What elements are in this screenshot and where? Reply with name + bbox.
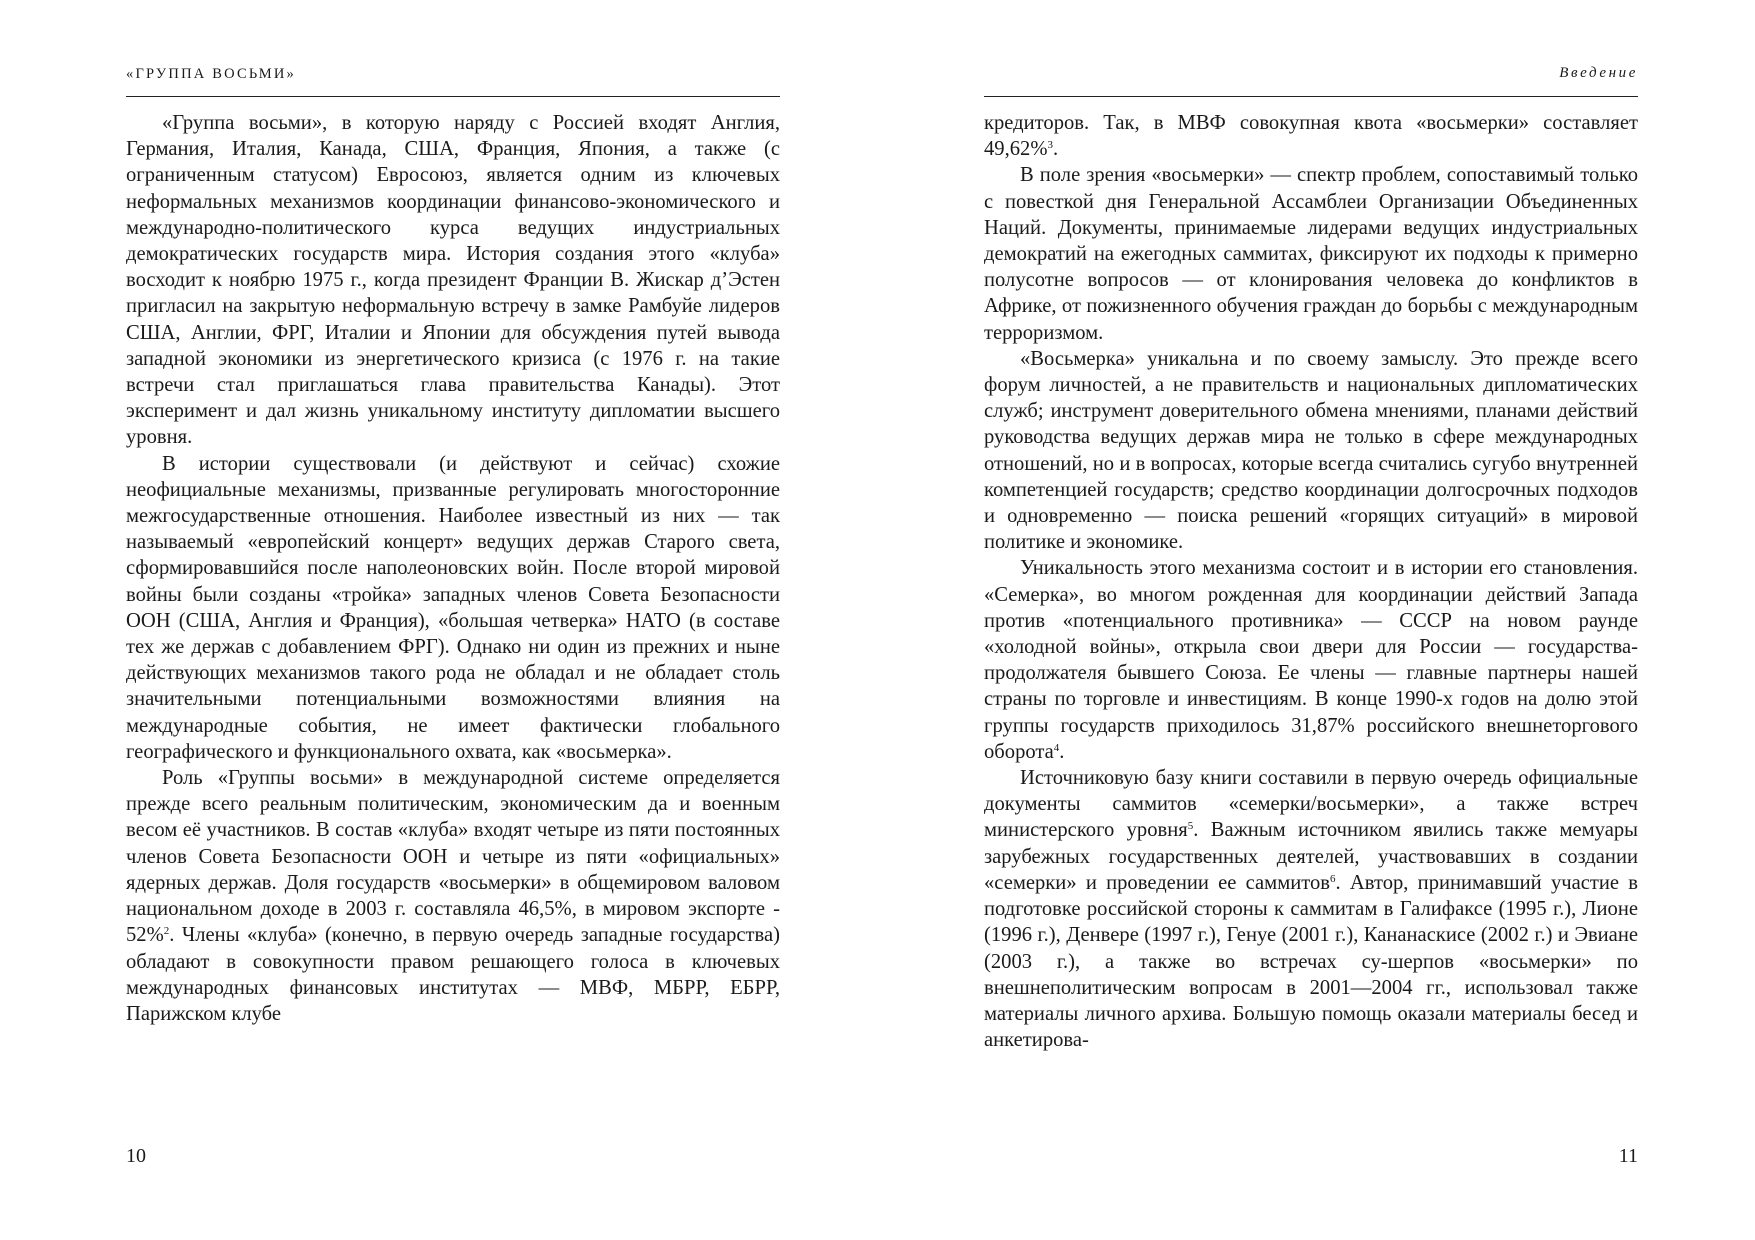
right-running-head <box>984 64 1638 97</box>
right-paragraph-1-text-a: кредиторов. Так, в МВФ совокупная квота «восьмерки» составляет 49,62% <box>984 112 1638 161</box>
left-page-number: 10 <box>126 1145 146 1167</box>
right-paragraph-5-text-c: . Автор, принимавший участие в подготовке российской стороны к саммитам в Галифаксе (1995 г.), Лионе (1996 г.), Денвере (1997 г.), Генуе (2001 г.), Кананаскисе (2002 г.) и Эвиане (2003 г.), а также во встречах су-шерпов «восьмерки» по внешнеполитическим вопросам в 2001—2004 гг., использовал также материалы личного архива. Большую помощь оказали материалы бесед и анкетирова- <box>984 871 1638 1052</box>
right-paragraph-5 <box>984 765 1638 1053</box>
left-body-text <box>126 110 780 1027</box>
right-running-head-title: Введение <box>1559 65 1638 81</box>
left-page <box>126 0 780 1240</box>
left-paragraph-3-text-b: . Члены «клуба» (конечно, в первую очередь западные государства) обладают в совокупности правом решающего голоса в ключевых международных финансовых институтах — МВФ, МБРР, ЕБРР, Парижском клубе <box>126 924 780 1025</box>
left-running-head-title: «ГРУППА ВОСЬМИ» <box>126 66 296 82</box>
right-page-number: 11 <box>1618 1145 1638 1167</box>
left-paragraph-2: В истории существовали (и действуют и сейчас) схожие неофициальные механизмы, призванные регулировать многосторонние межгосударственные отношения. Наиболее известный из них — так называемый «европейский концерт» ведущих держав Старого света, сформировавшийся после наполеоновских войн. После второй мировой войны были созданы «тройка» западных членов Совета Безопасности ООН (США, Англия и Франция), «большая четверка» НАТО (в составе тех же держав с добавлением ФРГ). Однако ни один из прежних и ныне действующих механизмов такого рода не обладал и не обладает столь значительными потенциальными возможностями влияния на международные события, не имеет фактически глобального географического и функционального охвата, как «восьмерка». <box>126 452 780 763</box>
right-paragraph-2: В поле зрения «восьмерки» — спектр проблем, сопоставимый только с повесткой дня Генеральной Ассамблеи Организации Объединенных Наций. Документы, принимаемые лидерами ведущих индустриальных демократий на ежегодных саммитах, фиксируют их подходы к примерно полусотне вопросов — от клонирования человека до конфликтов в Африке, от пожизненного обучения граждан до борьбы с международным терроризмом. <box>984 164 1638 344</box>
right-paragraph-1-text-b: . <box>1053 138 1059 161</box>
right-paragraph-5-text-b: . Важным источником явились также мемуары зарубежных государственных деятелей, участвовавших в создании «семерки» и проведении ее саммитов <box>984 819 1638 894</box>
left-paragraph-3-text-a: Роль «Группы восьми» в международной системе определяется прежде всего реальным политическим, экономическим да и военным весом её участников. В состав «клуба» входят четыре из пяти постоянных членов Совета Безопасности ООН и четыре из пяти «официальных» ядерных держав. Доля государств «восьмерки» в общемировом валовом национальном доходе в 2003 г. составляла 46,5%, в мировом экспорте - 52% <box>126 767 780 947</box>
left-running-head <box>126 64 780 97</box>
left-paragraph-3 <box>126 765 780 1027</box>
right-page <box>984 0 1638 1240</box>
footnote-ref-6[interactable]: 6 <box>1330 872 1336 885</box>
footnote-ref-4[interactable]: 4 <box>1053 741 1060 754</box>
left-paragraph-1: «Группа восьми», в которую наряду с Россией входят Англия, Германия, Италия, Канада, США, Франция, Япония, а также (с ограниченным статусом) Евросоюз, является одним из ключевых неформальных механизмов координации финансово-экономического и международно-политического курса ведущих индустриальных демократических государств мира. История создания этого «клуба» восходит к ноябрю 1975 г., когда президент Франции В. Жискар д’Эстен пригласил на закрытую неформальную встречу в замке Рамбуйе лидеров США, Англии, ФРГ, Италии и Японии для обсуждения путей вывода западной экономики из энергетического кризиса (с 1976 г. на такие встречи стал приглашаться глава правительства Канады). Этот эксперимент и дал жизнь уникальному институту дипломатии высшего уровня. <box>126 112 780 449</box>
right-paragraph-1 <box>984 110 1638 162</box>
footnote-ref-3[interactable]: 3 <box>1047 139 1053 152</box>
right-paragraph-5-text-a: Источниковую базу книги составили в первую очередь официальные документы саммитов «семерки/восьмерки», а также встреч министерского уровня <box>984 767 1638 842</box>
footnote-ref-2[interactable]: 2 <box>163 925 170 938</box>
right-paragraph-3: «Восьмерка» уникальна и по своему замыслу. Это прежде всего форум личностей, а не правительств и национальных дипломатических служб; инструмент доверительного обмена мнениями, планами действий руководства ведущих держав мира не только в сфере международных отношений, но и в вопросах, которые всегда считались сугубо внутренней компетенцией государств; средство координации долгосрочных подходов и одновременно — поиска решений «горящих ситуаций» в мировой политике и экономике. <box>984 347 1638 554</box>
right-paragraph-4-text-a: Уникальность этого механизма состоит и в истории его становления. «Семерка», во многом рожденная для координации действий Запада против «потенциального противника» — СССР на новом раунде «холодной войны», открыла свои двери для России — государства-продолжателя бывшего Союза. Ее члены — главные партнеры нашей страны по торговле и инвестициям. В конце 1990-х годов на долю этой группы государств приходилось 31,87% российского внешнеторгового оборота <box>984 557 1638 763</box>
right-paragraph-4-text-b: . <box>1059 740 1065 763</box>
footnote-ref-5[interactable]: 5 <box>1187 820 1194 833</box>
right-paragraph-4 <box>984 555 1638 765</box>
right-body-text <box>984 110 1638 1053</box>
